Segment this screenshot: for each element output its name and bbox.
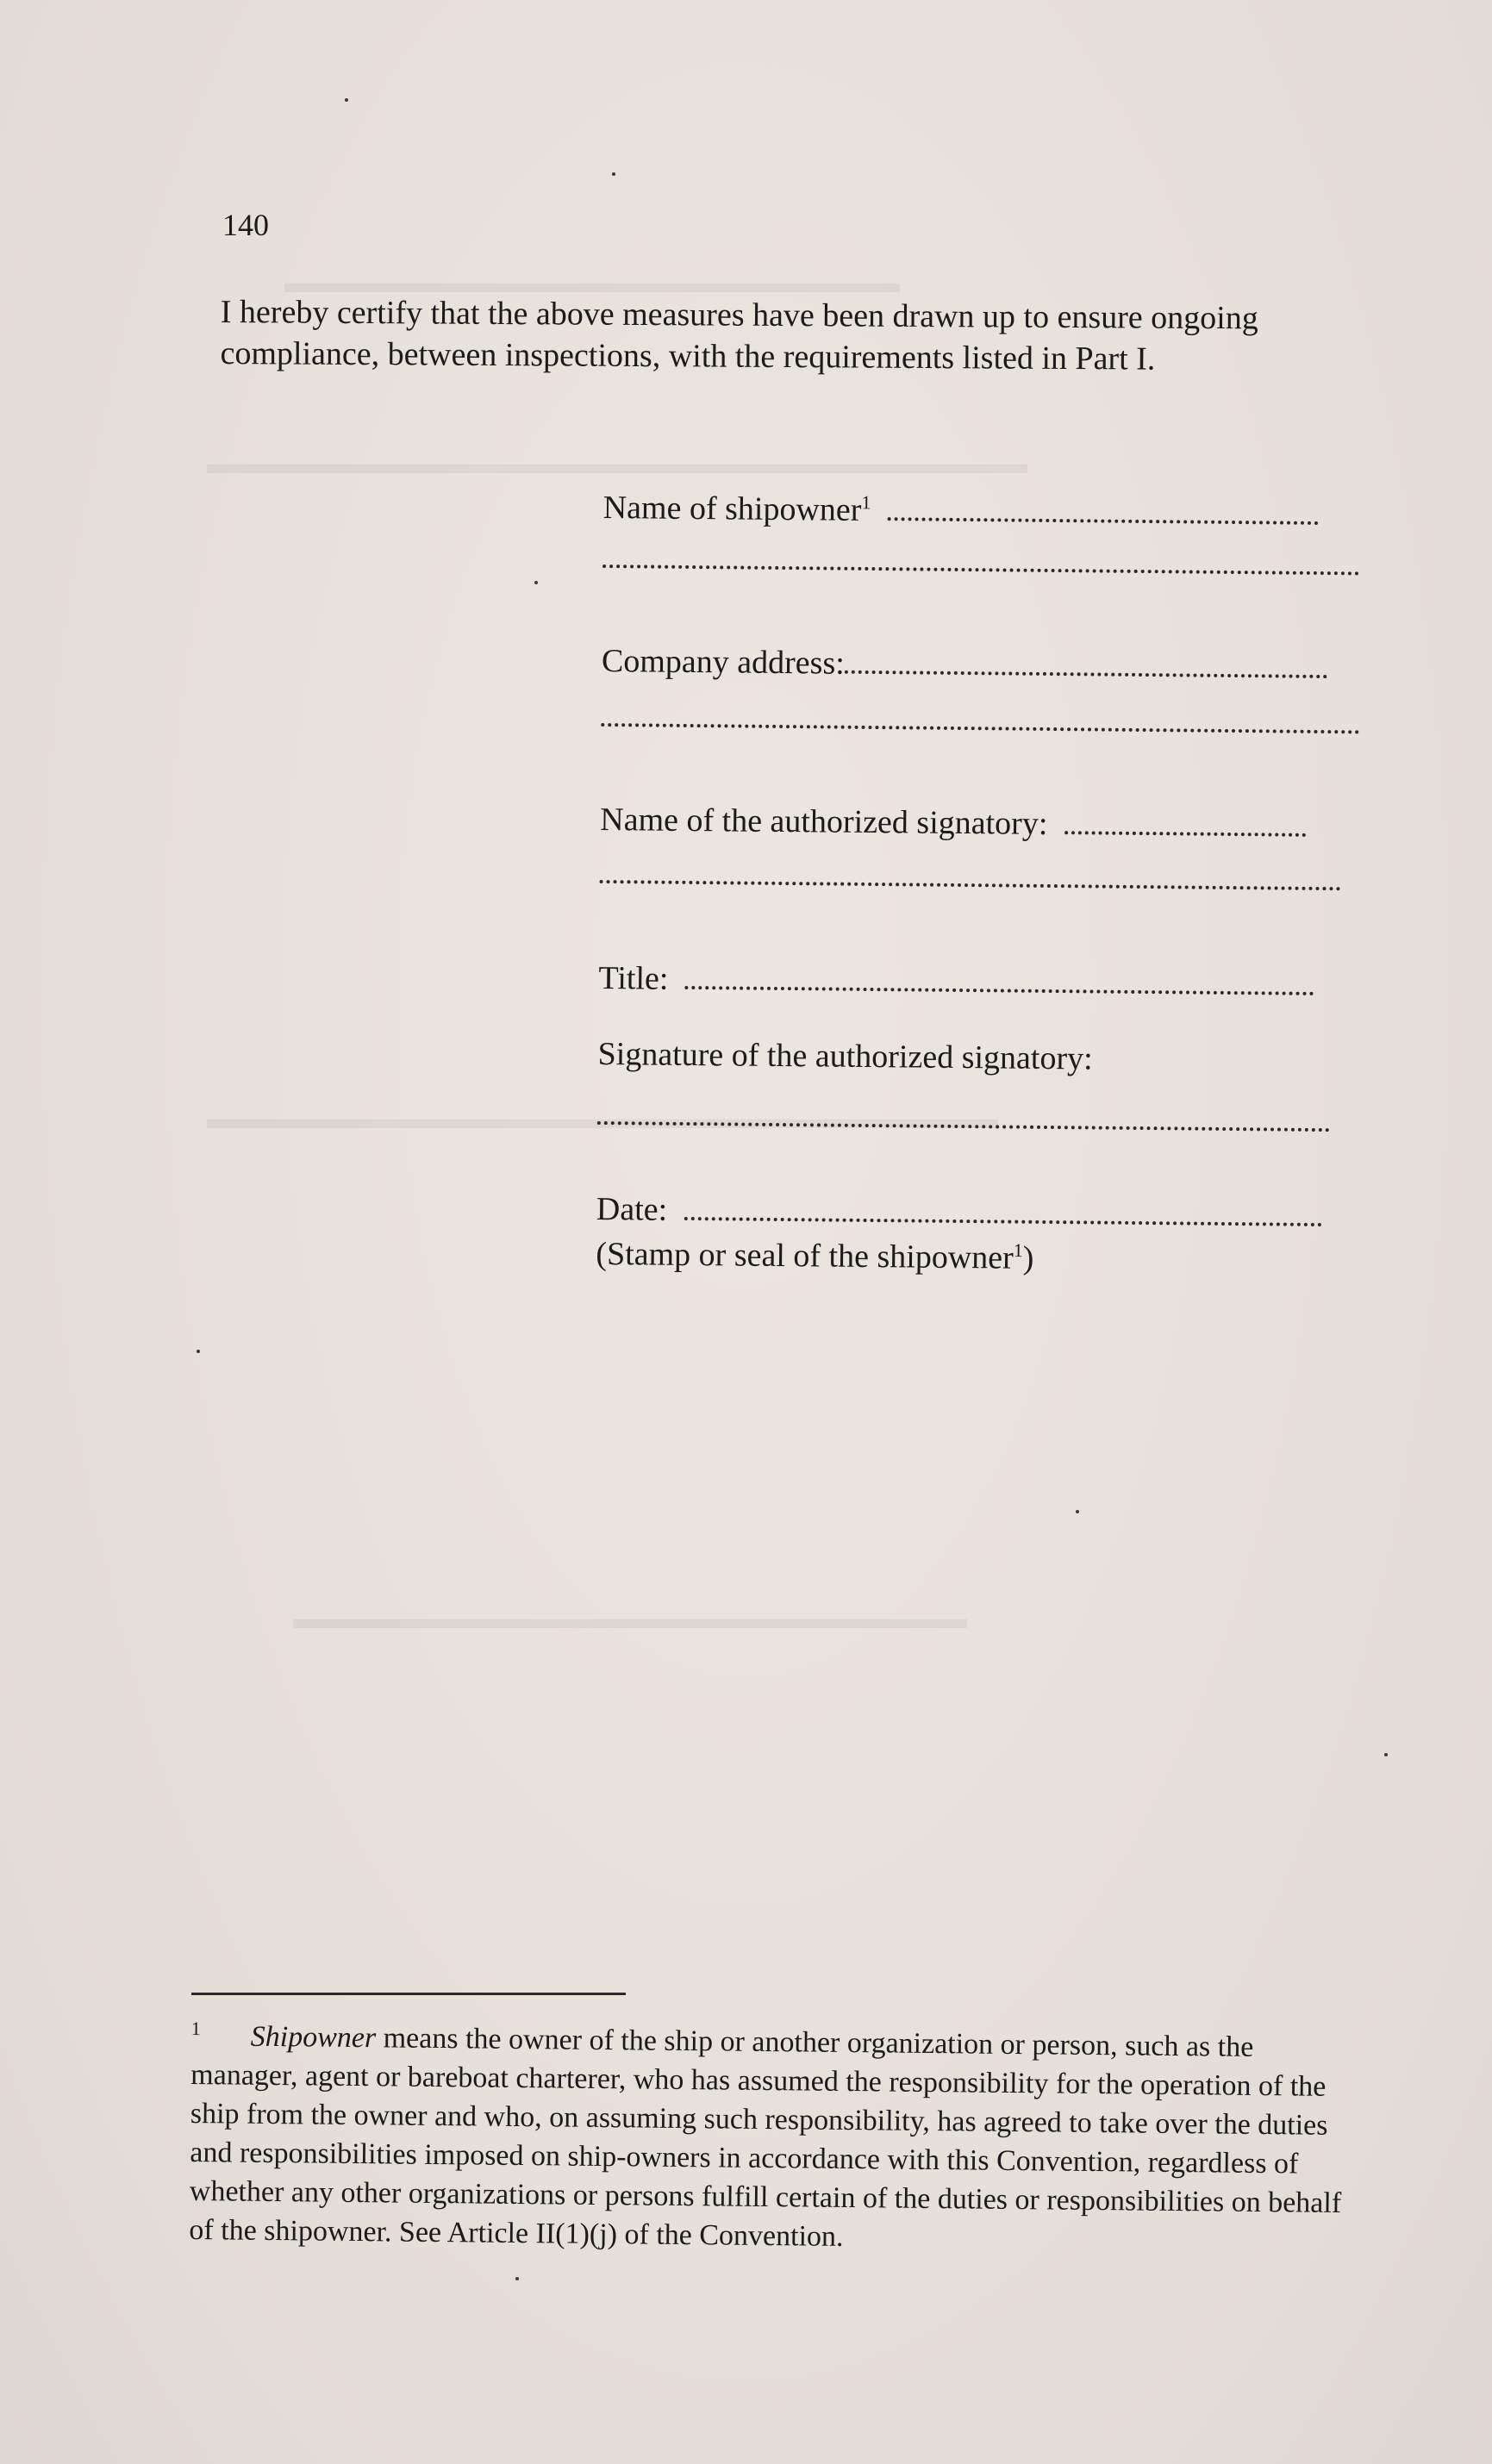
- scan-speck: [1076, 1510, 1079, 1513]
- stamp-label-suffix: ): [1022, 1239, 1034, 1276]
- title-label: Title:: [598, 959, 669, 997]
- footnote-term: Shipowner: [250, 2020, 377, 2055]
- footnote-reference: 1: [861, 491, 871, 514]
- date-label: Date:: [596, 1190, 668, 1228]
- stamp-label-row: [596, 1234, 1033, 1278]
- page-number: 140: [222, 208, 269, 242]
- authorized-signatory-name-continuation-field[interactable]: [600, 879, 1341, 890]
- scan-speck: [1384, 1753, 1388, 1756]
- bleed-through-decoration: ▬▬▬▬▬▬▬▬▬▬▬▬▬▬▬▬▬▬▬▬▬▬▬▬▬▬▬▬: [207, 448, 1027, 480]
- signature-label: Signature of the authorized signatory:: [597, 1035, 1093, 1077]
- scan-speck: [612, 172, 615, 176]
- company-address-field[interactable]: [845, 670, 1327, 678]
- shipowner-name-field[interactable]: [888, 516, 1319, 525]
- title-field[interactable]: [685, 985, 1314, 995]
- date-row: [596, 1189, 1322, 1236]
- bleed-through-decoration: ▬▬▬▬▬▬▬▬▬▬▬▬▬▬▬▬▬▬▬▬▬: [284, 267, 900, 299]
- scan-speck: [534, 581, 538, 584]
- authorized-signatory-name-field[interactable]: [1064, 830, 1306, 837]
- footnote-marker: 1: [190, 2017, 201, 2039]
- title-row: [598, 958, 1314, 1005]
- scan-speck: [197, 1350, 200, 1353]
- certification-statement: I hereby certify that the above measures have been drawn up to ensure ongoing compliance, between inspections, with the requirements listed in Part I.: [220, 293, 1258, 377]
- authorized-signatory-name-label: Name of the authorized signatory:: [600, 801, 1048, 842]
- shipowner-name-continuation-field[interactable]: [602, 564, 1359, 575]
- footnote: [189, 2017, 1364, 2261]
- bleed-through-decoration: ▬▬▬▬▬▬▬▬▬▬▬▬▬▬▬▬▬▬▬▬▬▬▬: [293, 1603, 967, 1635]
- signature-label-row: [597, 1034, 1092, 1079]
- signature-form: [596, 483, 1379, 1276]
- shipowner-name-label: Name of shipowner: [602, 489, 862, 528]
- bleed-through-decoration: ▬▬▬▬▬▬▬▬▬▬▬▬▬▬▬▬▬▬▬▬▬▬▬▬▬▬▬: [207, 1103, 998, 1135]
- date-field[interactable]: [684, 1216, 1322, 1226]
- company-address-row: [602, 641, 1327, 688]
- footnote-text: means the owner of the ship or another organization or person, such as the manager, agent or bareboat charterer, who has assumed the responsibility for the operation of the ship from the owner and who, on assuming such responsibility, has agreed to take over the duties and responsibilities imposed on ship-owners in accordance with this Convention, regardless of whether any other organizations or persons fulfill certain of the duties or responsibilities on behalf of the shipowner. See Article II(1)(j) of the Convention.: [189, 2022, 1342, 2253]
- footnote-divider: [191, 1993, 626, 1995]
- authorized-signatory-name-row: [600, 800, 1306, 846]
- stamp-label-prefix: (Stamp or seal of the shipowner: [596, 1235, 1014, 1276]
- footnote-reference: 1: [1013, 1238, 1023, 1262]
- scan-speck: [345, 98, 348, 102]
- shipowner-name-row: [603, 488, 1320, 534]
- company-address-continuation-field[interactable]: [601, 722, 1359, 733]
- scan-speck: [515, 2277, 519, 2280]
- company-address-label: Company address:: [601, 642, 845, 682]
- signature-field[interactable]: [597, 1120, 1330, 1132]
